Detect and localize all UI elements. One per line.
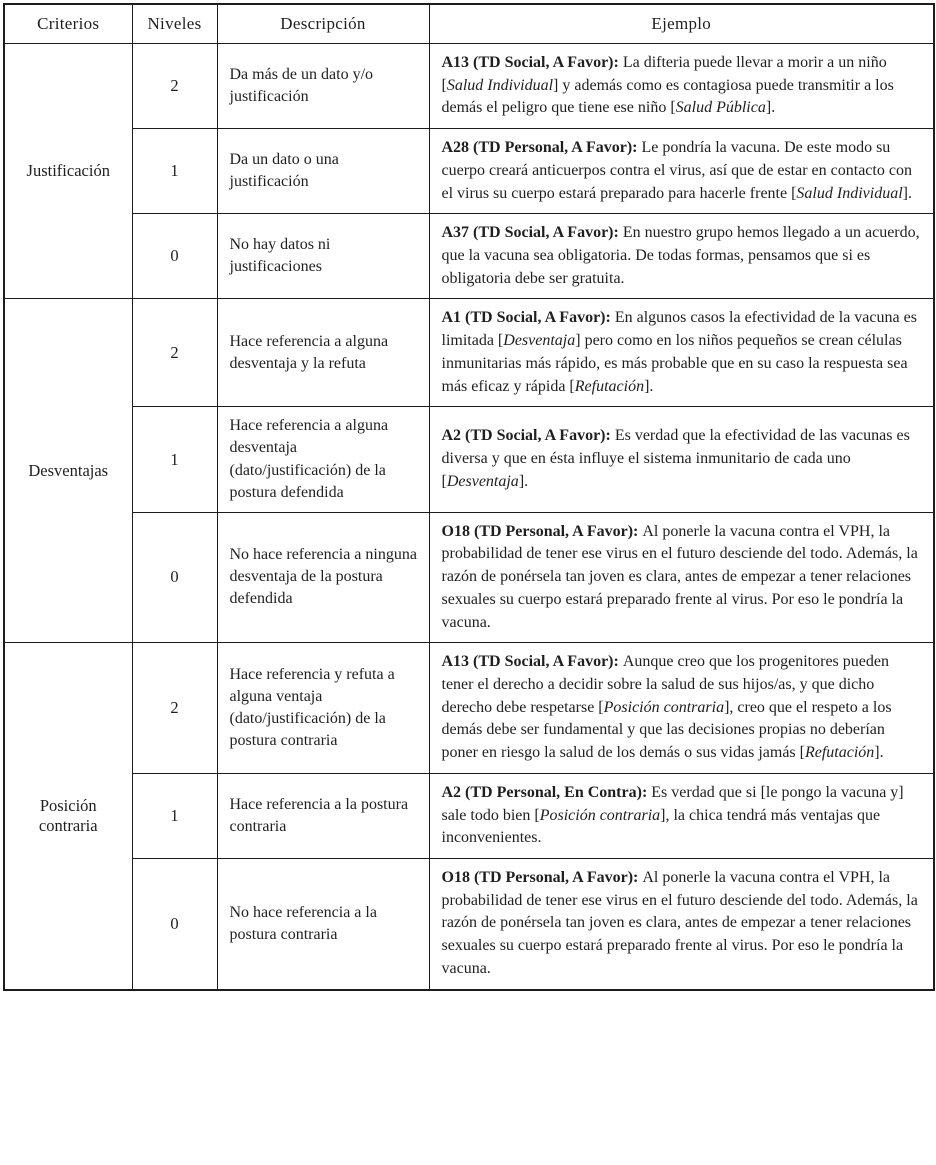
- ejemplo-annotation: Desventaja: [503, 332, 576, 350]
- descripcion-cell: Hace referencia y refuta a alguna ventaja (dato/justificación) de la postura contraria: [217, 643, 429, 774]
- descripcion-cell: Da un dato o una justificación: [217, 129, 429, 214]
- criterio-cell: Posición contraria: [4, 643, 132, 990]
- ejemplo-text: ] pero como en los niños pequeños se crean células inmunitarias más rápido, es más probable que en su caso la respuesta sea más eficaz y rápida [: [441, 332, 908, 395]
- table-row: [4, 214, 934, 299]
- ejemplo-id-label: A2 (TD Personal, En Contra):: [441, 783, 652, 801]
- ejemplo-text: ].: [644, 377, 654, 395]
- nivel-cell: 2: [132, 643, 217, 774]
- ejemplo-annotation: Salud Individual: [446, 76, 554, 94]
- table-header: [4, 4, 934, 44]
- ejemplo-id-label: A28 (TD Personal, A Favor):: [441, 139, 642, 157]
- ejemplo-id-label: A1 (TD Social, A Favor):: [441, 309, 615, 327]
- ejemplo-cell: [429, 512, 934, 643]
- table-row: [4, 129, 934, 214]
- criterio-cell: Justificación: [4, 44, 132, 299]
- ejemplo-id-label: A37 (TD Social, A Favor):: [441, 224, 623, 242]
- table-row: [4, 643, 934, 774]
- descripcion-cell: No hace referencia a ninguna desventaja de la postura defendida: [217, 512, 429, 643]
- descripcion-cell: Hace referencia a alguna desventaja y la refuta: [217, 299, 429, 407]
- descripcion-cell: No hay datos ni justificaciones: [217, 214, 429, 299]
- ejemplo-cell: [429, 643, 934, 774]
- ejemplo-text: ], la chica tendrá más ventajas que inconvenientes.: [441, 806, 881, 847]
- ejemplo-annotation: Desventaja: [446, 472, 519, 490]
- ejemplo-text: Aunque creo que los progenitores pueden tener el derecho a decidir sobre la salud de sus hijos/as, y que dicho derecho debe respetarse [: [441, 653, 889, 716]
- nivel-cell: 0: [132, 214, 217, 299]
- ejemplo-annotation: Salud Individual: [796, 184, 903, 202]
- header-cell-ejemplo: Ejemplo: [429, 4, 934, 44]
- ejemplo-text: ].: [518, 472, 529, 490]
- ejemplo-cell: [429, 214, 934, 299]
- ejemplo-text: En algunos casos la efectividad de la vacuna es limitada [: [441, 309, 917, 350]
- ejemplo-annotation: Posición contraria: [603, 698, 725, 716]
- table-row: [4, 299, 934, 407]
- ejemplo-annotation: Posición contraria: [539, 806, 661, 824]
- ejemplo-cell: [429, 773, 934, 858]
- table-row: [4, 773, 934, 858]
- ejemplo-cell: [429, 44, 934, 129]
- table-body: [4, 44, 934, 990]
- nivel-cell: 1: [132, 773, 217, 858]
- ejemplo-id-label: A2 (TD Social, A Favor):: [441, 427, 615, 445]
- ejemplo-text: ] y además como es contagiosa puede transmitir a los demás el peligro que tiene ese niño [: [441, 76, 894, 117]
- ejemplo-annotation: Refutación: [574, 377, 645, 395]
- header-cell-criterios: Criterios: [4, 4, 132, 44]
- ejemplo-annotation: Salud Pública: [675, 99, 766, 117]
- descripcion-cell: No hace referencia a la postura contraria: [217, 859, 429, 990]
- nivel-cell: 0: [132, 859, 217, 990]
- table-row: [4, 44, 934, 129]
- ejemplo-id-label: O18 (TD Personal, A Favor):: [441, 522, 643, 540]
- rubric-table: [3, 3, 935, 991]
- descripcion-cell: Hace referencia a la postura contraria: [217, 773, 429, 858]
- ejemplo-text: En nuestro grupo hemos llegado a un acuerdo, que la vacuna sea obligatoria. De todas formas, pensamos que si es obligatoria debe ser gratuita.: [441, 224, 920, 287]
- ejemplo-text: Es verdad que la efectividad de las vacunas es diversa y que en ésta influye el sistema inmunitario de cada uno [: [441, 427, 910, 490]
- header-row: [4, 4, 934, 44]
- ejemplo-text: ].: [765, 99, 776, 117]
- ejemplo-text: Al ponerle la vacuna contra el VPH, la probabilidad de tener ese virus en el futuro desciende del todo. Además, la razón de ponérsela tan joven es clara, antes de empezar a tener relaciones sexuales su cuerpo estará preparado frente al virus. Por eso le pondría la vacuna.: [441, 869, 918, 977]
- ejemplo-id-label: A13 (TD Social, A Favor):: [441, 54, 623, 71]
- ejemplo-cell: [429, 859, 934, 990]
- ejemplo-cell: [429, 129, 934, 214]
- ejemplo-annotation: Refutación: [804, 744, 875, 762]
- ejemplo-text: La difteria puede llevar a morir a un niño [: [441, 54, 887, 94]
- ejemplo-text: ], creo que el respeto a los demás debe ser fundamental y que las decisiones propias no deberían poner en riesgo la salud de los demás o sus vidas jamás [: [441, 698, 892, 762]
- nivel-cell: 0: [132, 512, 217, 643]
- ejemplo-text: Le pondría la vacuna. De este modo su cuerpo creará anticuerpos contra el virus, así que de estar en contacto con el virus su cuerpo estará preparado para hacerle frente [: [441, 139, 912, 202]
- ejemplo-text: Al ponerle la vacuna contra el VPH, la probabilidad de tener ese virus en el futuro desciende del todo. Además, la razón de ponérsela tan joven es clara, antes de empezar a tener relaciones sexuales su cuerpo estará preparado frente al virus. Por eso le pondría la vacuna.: [441, 522, 918, 631]
- table-row: [4, 407, 934, 512]
- ejemplo-text: ].: [902, 184, 912, 202]
- ejemplo-id-label: A13 (TD Social, A Favor):: [441, 653, 623, 671]
- header-cell-niveles: Niveles: [132, 4, 217, 44]
- table-row: [4, 859, 934, 990]
- nivel-cell: 2: [132, 44, 217, 129]
- table-row: [4, 512, 934, 643]
- ejemplo-text: Es verdad que si [le pongo la vacuna y] sale todo bien [: [441, 783, 904, 824]
- ejemplo-cell: [429, 299, 934, 407]
- ejemplo-text: ].: [874, 744, 884, 762]
- descripcion-cell: Da más de un dato y/o justificación: [217, 44, 429, 129]
- header-cell-descripcion: Descripción: [217, 4, 429, 44]
- nivel-cell: 1: [132, 129, 217, 214]
- criterio-cell: Desventajas: [4, 299, 132, 643]
- ejemplo-cell: [429, 407, 934, 512]
- nivel-cell: 1: [132, 407, 217, 512]
- ejemplo-id-label: O18 (TD Personal, A Favor):: [441, 869, 643, 886]
- nivel-cell: 2: [132, 299, 217, 407]
- descripcion-cell: Hace referencia a alguna desventaja (dato/justificación) de la postura defendida: [217, 407, 429, 512]
